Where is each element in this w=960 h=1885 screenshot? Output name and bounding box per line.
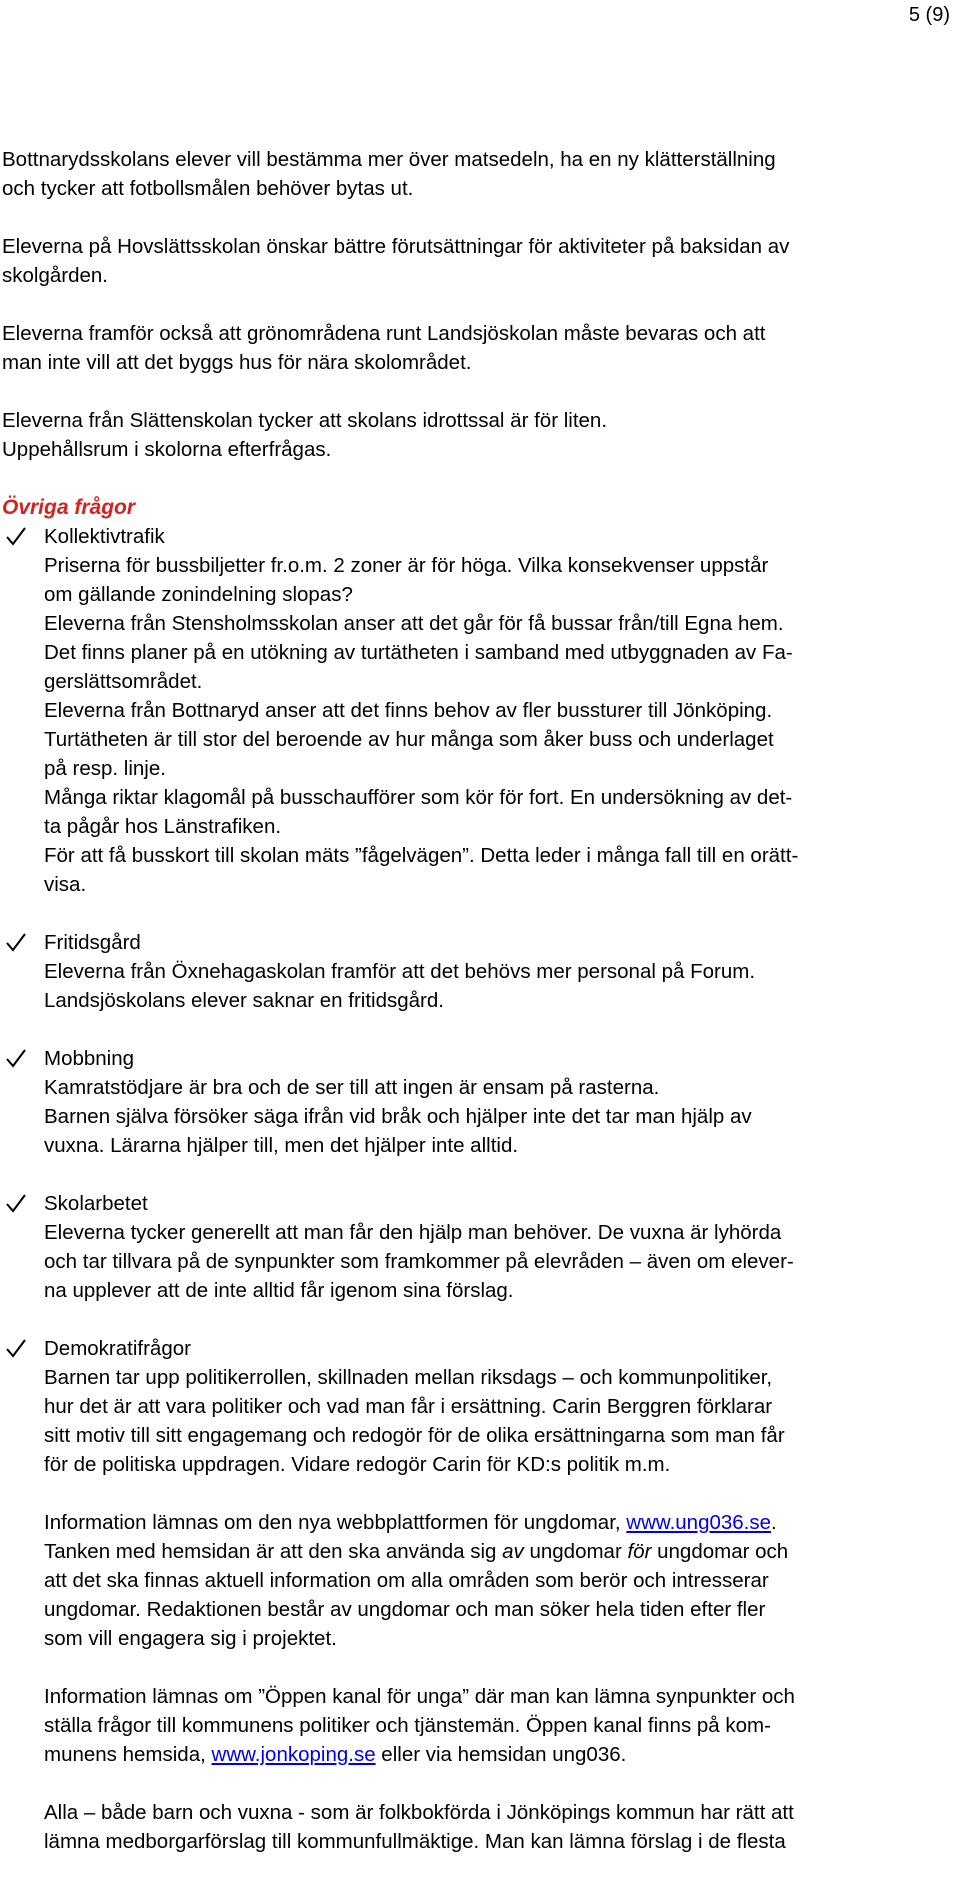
paragraph-oppen-kanal bbox=[2, 1682, 952, 1769]
checkmark-icon bbox=[4, 1044, 28, 1073]
checkmark-icon bbox=[4, 1334, 28, 1363]
text-fragment: Tanken med hemsidan är att den ska använda sig bbox=[44, 1540, 503, 1563]
checkmark-icon bbox=[4, 928, 28, 957]
topic-fritidsgard bbox=[2, 928, 952, 1015]
text-line: ställa frågor till kommunens politiker och tjänstemän. Öppen kanal finns på kom- bbox=[44, 1714, 771, 1737]
paragraph-landsjo bbox=[2, 319, 952, 377]
text-fragment: . bbox=[771, 1511, 777, 1534]
text-line: gerslättsområdet. bbox=[44, 670, 203, 693]
text-fragment: Information lämnas om den nya webbplattformen för ungdomar, bbox=[44, 1511, 627, 1534]
text-line bbox=[44, 1537, 952, 1566]
text-line: skolgården. bbox=[2, 264, 108, 287]
text-line: och tar tillvara på de synpunkter som framkommer på elevråden – även om elever- bbox=[44, 1250, 794, 1273]
topic-title: Fritidsgård bbox=[44, 931, 141, 954]
text-line: Alla – både barn och vuxna - som är folkbokförda i Jönköpings kommun har rätt att bbox=[44, 1801, 794, 1824]
text-line: Eleverna från Stensholmsskolan anser att det går för få bussar från/till Egna hem. bbox=[44, 612, 784, 635]
document-body bbox=[2, 145, 952, 1885]
topic-title: Skolarbetet bbox=[44, 1192, 148, 1215]
paragraph-medborgarforslag bbox=[2, 1798, 952, 1856]
text-line bbox=[44, 1508, 952, 1537]
text-line: lämna medborgarförslag till kommunfullmäktige. Man kan lämna förslag i de flesta bbox=[44, 1830, 786, 1853]
text-line: ta pågår hos Länstrafiken. bbox=[44, 815, 282, 838]
text-line: sitt motiv till sitt engagemang och redogör för de olika ersättningarna som man får bbox=[44, 1424, 785, 1447]
page-number: 5 (9) bbox=[908, 4, 950, 26]
text-line: Kamratstödjare är bra och de ser till att ingen är ensam på rasterna. bbox=[44, 1076, 660, 1099]
text-line bbox=[44, 1740, 952, 1769]
checkmark-icon bbox=[4, 522, 28, 551]
topic-demokratifragor bbox=[2, 1334, 952, 1479]
text-line: Uppehållsrum i skolorna efterfrågas. bbox=[2, 438, 332, 461]
text-line: Många riktar klagomål på busschaufförer som kör för fort. En undersökning av det- bbox=[44, 786, 793, 809]
text-fragment: ungdomar bbox=[523, 1540, 628, 1563]
checkmark-icon bbox=[4, 1189, 28, 1218]
paragraph-bottnaryd bbox=[2, 145, 952, 203]
paragraph-hovslatt bbox=[2, 232, 952, 290]
text-line: på resp. linje. bbox=[44, 757, 166, 780]
text-line: för de politiska uppdragen. Vidare redogör Carin för KD:s politik m.m. bbox=[44, 1453, 671, 1476]
text-line: man inte vill att det byggs hus för nära skolområdet. bbox=[2, 351, 472, 374]
text-fragment: eller via hemsidan ung036. bbox=[375, 1743, 627, 1766]
paragraph-slatten bbox=[2, 406, 952, 464]
text-line: Landsjöskolans elever saknar en fritidsgård. bbox=[44, 989, 444, 1012]
text-line: Eleverna från Öxnehagaskolan framför att det behövs mer personal på Forum. bbox=[44, 960, 756, 983]
text-line: Eleverna på Hovslättsskolan önskar bättre förutsättningar för aktiviteter på baksidan av bbox=[2, 235, 790, 258]
text-line: Turtätheten är till stor del beroende av hur många som åker buss och underlaget bbox=[44, 728, 774, 751]
text-line: Eleverna framför också att grönområdena runt Landsjöskolan måste bevaras och att bbox=[2, 322, 766, 345]
topic-title: Demokratifrågor bbox=[44, 1337, 191, 1360]
text-line: Information lämnas om ”Öppen kanal för unga” där man kan lämna synpunkter och bbox=[44, 1685, 795, 1708]
emphasis-for: för bbox=[627, 1540, 652, 1563]
ung036-link[interactable]: www.ung036.se bbox=[626, 1511, 772, 1534]
text-line: Eleverna från Slättenskolan tycker att skolans idrottssal är för liten. bbox=[2, 409, 608, 432]
text-line: Barnen själva försöker säga ifrån vid bråk och hjälper inte det tar man hjälp av bbox=[44, 1105, 752, 1128]
text-line: Eleverna från Bottnaryd anser att det finns behov av fler bussturer till Jönköping. bbox=[44, 699, 773, 722]
text-line: och tycker att fotbollsmålen behöver bytas ut. bbox=[2, 177, 414, 200]
text-line: hur det är att vara politiker och vad man får i ersättning. Carin Berggren förklarar bbox=[44, 1395, 773, 1418]
text-line: Barnen tar upp politikerrollen, skillnaden mellan riksdags – och kommunpolitiker, bbox=[44, 1366, 773, 1389]
text-line: ungdomar. Redaktionen består av ungdomar och man söker hela tiden efter fler bbox=[44, 1598, 766, 1621]
topic-title: Mobbning bbox=[44, 1047, 135, 1070]
text-line: För att få busskort till skolan mäts ”fågelvägen”. Detta leder i många fall till en orätt- bbox=[44, 844, 799, 867]
topic-mobbning bbox=[2, 1044, 952, 1160]
topic-title: Kollektivtrafik bbox=[44, 525, 165, 548]
text-line: na upplever att de inte alltid får igenom sina förslag. bbox=[44, 1279, 514, 1302]
text-line: Eleverna tycker generellt att man får den hjälp man behöver. De vuxna är lyhörda bbox=[44, 1221, 782, 1244]
text-fragment: ungdomar och bbox=[651, 1540, 789, 1563]
text-line: som vill engagera sig i projektet. bbox=[44, 1627, 337, 1650]
text-line: vuxna. Lärarna hjälper till, men det hjälper inte alltid. bbox=[44, 1134, 519, 1157]
text-line: Bottnarydsskolans elever vill bestämma mer över matsedeln, ha en ny klätterställning bbox=[2, 148, 776, 171]
paragraph-ung036 bbox=[2, 1508, 952, 1653]
text-line: Priserna för bussbiljetter fr.o.m. 2 zoner är för höga. Vilka konsekvenser uppstår bbox=[44, 554, 769, 577]
text-line: Det finns planer på en utökning av turtätheten i samband med utbyggnaden av Fa- bbox=[44, 641, 793, 664]
topic-kollektivtrafik bbox=[2, 522, 952, 899]
text-line: om gällande zonindelning slopas? bbox=[44, 583, 353, 606]
section-heading: Övriga frågor bbox=[2, 496, 136, 519]
topic-skolarbetet bbox=[2, 1189, 952, 1305]
jonkoping-link[interactable]: www.jonkoping.se bbox=[211, 1743, 376, 1766]
text-line: att det ska finnas aktuell information om alla områden som berör och intresserar bbox=[44, 1569, 769, 1592]
emphasis-av: av bbox=[502, 1540, 524, 1563]
text-line: visa. bbox=[44, 873, 87, 896]
text-fragment: munens hemsida, bbox=[44, 1743, 212, 1766]
